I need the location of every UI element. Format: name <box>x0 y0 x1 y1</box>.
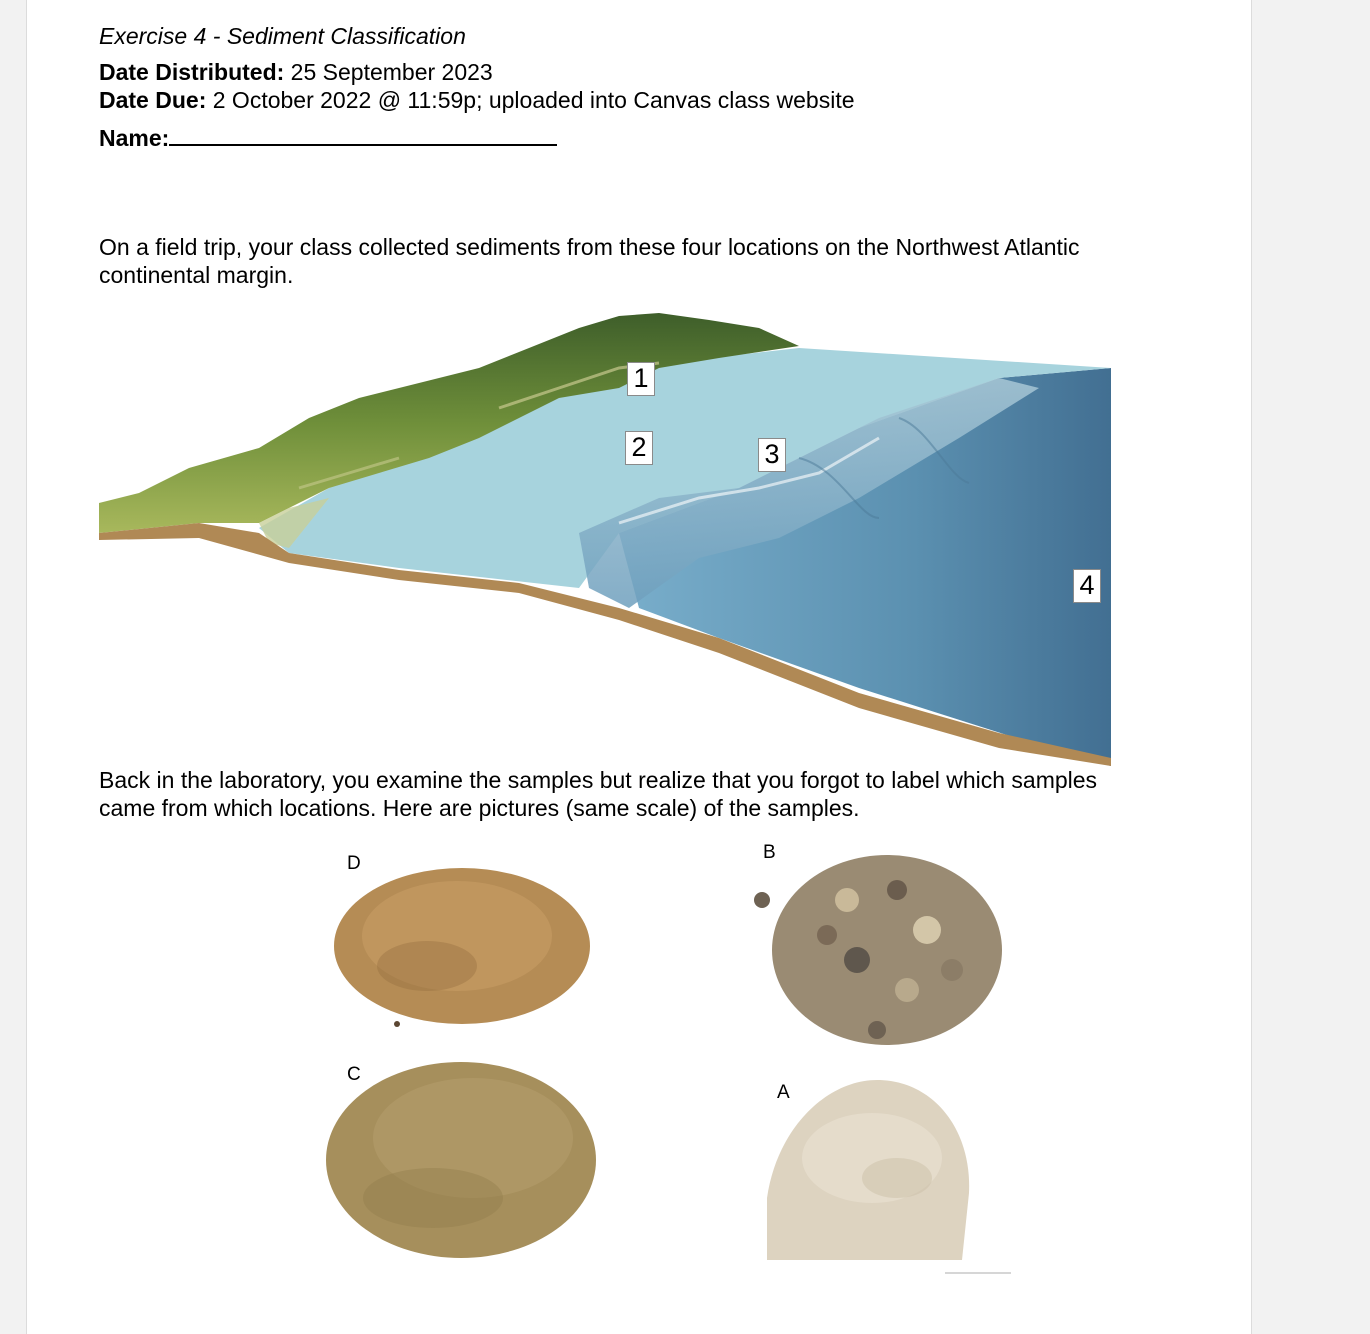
date-distributed-label: Date Distributed: <box>99 59 285 85</box>
sample-label-c: C <box>347 1064 361 1085</box>
lab-paragraph: Back in the laboratory, you examine the samples but realize that you forgot to label which samples came from which locations. Here are pictures (same scale) of the samples. <box>99 767 1098 821</box>
sample-a-image <box>767 1078 972 1260</box>
divider-line <box>945 1272 1011 1274</box>
date-due-value: 2 October 2022 @ 11:59p; uploaded into Canvas class website <box>206 87 855 113</box>
continental-margin-illustration <box>99 308 1111 766</box>
date-due <box>99 86 855 114</box>
location-marker-2: 2 <box>625 431 653 465</box>
location-marker-4: 4 <box>1073 569 1101 603</box>
date-distributed-value: 25 September 2023 <box>284 59 493 85</box>
location-marker-1: 1 <box>627 362 655 396</box>
sample-label-b: B <box>763 842 776 863</box>
document-page <box>26 0 1252 1334</box>
sample-c-image <box>323 1048 598 1263</box>
sample-label-a: A <box>777 1082 790 1103</box>
location-marker-3: 3 <box>758 438 786 472</box>
date-distributed <box>99 58 493 86</box>
sample-label-d: D <box>347 853 361 874</box>
name-blank-line <box>169 122 557 146</box>
date-due-label: Date Due: <box>99 87 207 113</box>
continental-margin-diagram <box>99 308 1111 766</box>
sample-d-image <box>327 846 597 1031</box>
exercise-title: Exercise 4 - Sediment Classification <box>99 23 466 49</box>
sample-b-image <box>737 840 1027 1060</box>
name-field <box>99 122 557 152</box>
intro-paragraph: On a field trip, your class collected sediments from these four locations on the Northwest Atlantic continental margin. <box>99 234 1080 288</box>
name-label: Name: <box>99 125 170 151</box>
